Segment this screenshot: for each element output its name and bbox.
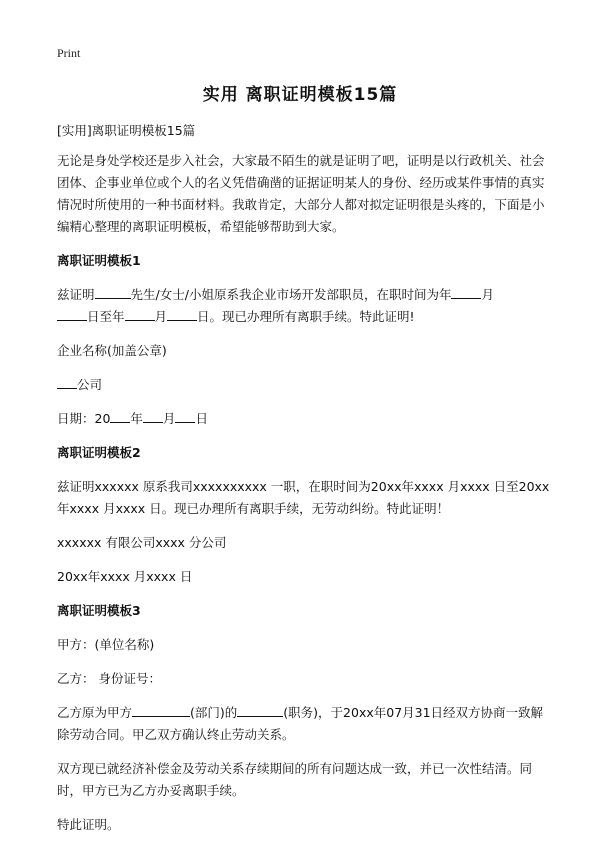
blank-line [143, 409, 163, 423]
blank-line [57, 307, 87, 321]
template3-heading: 离职证明模板3 [57, 603, 141, 618]
template2-body: 兹证明xxxxxx 原系我司xxxxxxxxxx 一职，在职时间为20xx年xxxx 月xxxx 日至20xx年xxxx 月xxxx 日。现已办理所有离职手续，无劳动纠纷。特此证明！ [57, 479, 550, 516]
document-body [57, 120, 551, 848]
intro-paragraph: 无论是身处学校还是步入社会，大家最不陌生的就是证明了吧，证明是以行政机关、社会团体、企事业单位或个人的名义凭借确凿的证据证明某人的身份、经历或某件事情的真实情况时所使用的一种书面材料。我敢肯定，大部分人都对拟定证明很是头疼的，下面是小编精心整理的离职证明模板，希望能够帮助到大家。 [57, 153, 545, 234]
template1-body [57, 284, 551, 328]
template3-text-a: 乙方原为甲方 [57, 705, 133, 720]
print-label: Print [57, 46, 81, 60]
template1-company-line [57, 374, 551, 396]
template2-date: 20xx年xxxx 月xxxx 日 [57, 569, 193, 584]
template1-date-c: 月 [162, 411, 176, 426]
template1-heading: 离职证明模板1 [57, 253, 141, 268]
document-title: 实用 离职证明模板15篇 [202, 85, 398, 105]
blank-line [167, 307, 197, 321]
template1-company: 企业名称(加盖公章) [57, 343, 167, 358]
template1-text-c: 月 [481, 287, 494, 302]
intro-subtitle: [实用]离职证明模板15篇 [57, 123, 196, 138]
blank-line [237, 703, 283, 717]
template3-party-b: 乙方： 身份证号： [57, 671, 161, 686]
blank-line [125, 307, 155, 321]
template1-text-d: 日至年 [87, 309, 125, 324]
blank-line [57, 375, 77, 389]
template1-text-b: 先生/女士/小姐原系我企业市场开发部职员，在职时间为年 [130, 287, 452, 302]
template2-company: xxxxxx 有限公司xxxx 分公司 [57, 535, 227, 550]
blank-line [175, 409, 195, 423]
template1-date-a: 日期：20 [57, 411, 111, 426]
template3-closing: 特此证明。 [57, 817, 120, 832]
template1-text-e: 月 [154, 309, 168, 324]
template1-date-b: 年 [130, 411, 143, 426]
blank-line [451, 285, 481, 299]
template1-text-a: 兹证明 [57, 287, 95, 302]
template3-settlement: 双方现已就经济补偿金及劳动关系存续期间的所有问题达成一致，并已一次性结清。同时，甲方已为乙方办妥离职手续。 [57, 761, 533, 798]
blank-line [132, 703, 190, 717]
template1-date-d: 日 [195, 411, 208, 426]
blank-line [95, 285, 131, 299]
template1-company-suffix: 公司 [77, 377, 103, 392]
template3-text-c: (职务)，于20xx年07月31日经双方协商一致解除劳动合同。甲乙双方确认终止劳动关系。 [57, 705, 544, 742]
template1-text-f: 日。现已办理所有离职手续。特此证明! [197, 309, 415, 324]
template3-body [57, 702, 551, 746]
blank-line [110, 409, 130, 423]
template3-party-a: 甲方：(单位名称) [57, 637, 155, 652]
template1-date [57, 408, 551, 430]
template3-text-b: (部门)的 [190, 705, 238, 720]
template2-heading: 离职证明模板2 [57, 445, 141, 460]
